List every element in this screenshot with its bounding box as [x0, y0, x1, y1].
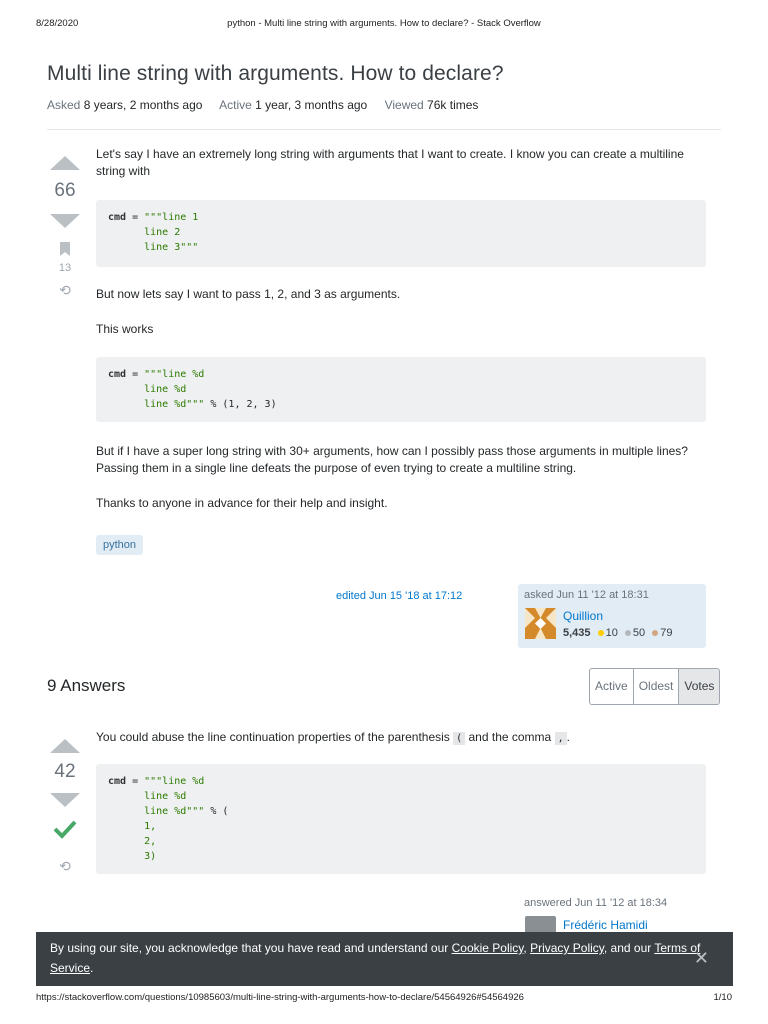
question-paragraph: This works — [96, 322, 154, 336]
code-var: cmd — [108, 212, 127, 223]
code-line: line %d""" — [144, 399, 205, 410]
code-line: line %d — [144, 791, 187, 802]
code-line: line %d""" — [144, 806, 205, 817]
close-icon[interactable]: ✕ — [693, 948, 709, 968]
code-block — [96, 357, 706, 422]
active-value[interactable]: 1 year, 3 months ago — [255, 98, 368, 112]
code-line: line %d — [144, 384, 187, 395]
code-line: 3) — [144, 851, 157, 862]
cookie-policy-link[interactable]: Cookie Policy — [451, 941, 524, 955]
code-args: % ( — [204, 806, 229, 817]
silver-count: 50 — [632, 627, 646, 639]
code-var: cmd — [108, 776, 127, 787]
question-paragraph: Thanks to anyone in advance for their help and insight. — [96, 496, 388, 510]
answer-text: and the comma — [465, 730, 555, 744]
viewed-value: 76k times — [427, 98, 479, 112]
upvote-icon[interactable] — [50, 156, 80, 170]
question-vote-count: 66 — [54, 180, 76, 201]
cookie-text: , and our — [603, 941, 655, 955]
asked-timestamp: asked Jun 11 '12 at 18:31 — [524, 589, 649, 601]
inline-code: , — [555, 732, 567, 745]
answer-paragraph — [96, 729, 708, 747]
asker-name[interactable]: Quillion — [563, 609, 604, 623]
accepted-checkmark-icon — [53, 819, 77, 839]
question-meta — [47, 98, 492, 112]
code-var: cmd — [108, 369, 127, 380]
code-line: line 3""" — [144, 242, 199, 253]
answer-sort-tabs — [589, 668, 720, 705]
code-eq: = — [126, 776, 145, 787]
code-block — [96, 764, 706, 874]
cookie-banner — [36, 932, 733, 986]
code-line: """line %d — [144, 776, 205, 787]
print-date: 8/28/2020 — [36, 18, 79, 29]
question-vote-cell — [46, 156, 84, 299]
answerer-name[interactable]: Frédéric Hamidi — [563, 918, 648, 932]
answer-vote-cell — [46, 739, 84, 875]
tab-active[interactable]: Active — [590, 669, 634, 704]
code-line: line 2 — [144, 227, 181, 238]
cookie-text: . — [90, 961, 94, 975]
code-args: % (1, 2, 3) — [204, 399, 277, 410]
bronze-count: 79 — [660, 627, 673, 639]
upvote-icon[interactable] — [50, 739, 80, 753]
bookmark-icon[interactable] — [60, 242, 70, 256]
answer-vote-count: 42 — [54, 761, 76, 782]
answer-text: . — [566, 730, 570, 744]
gold-count: 10 — [605, 627, 618, 639]
tag-python[interactable]: python — [96, 535, 143, 555]
inline-code: ( — [453, 732, 465, 745]
page-number: 1/10 — [713, 992, 732, 1003]
question-paragraph: Let's say I have an extremely long string with arguments that I want to create. I know you can create a multiline string with — [96, 147, 684, 178]
answer-text: You could abuse the line continuation properties of the parenthesis — [96, 730, 454, 744]
viewed-label: Viewed — [384, 98, 424, 112]
code-line: """line 1 — [144, 212, 199, 223]
code-block — [96, 200, 706, 267]
cookie-text: , — [523, 941, 531, 955]
downvote-icon[interactable] — [50, 793, 80, 807]
terms-of-service-link[interactable]: Terms of Service — [50, 941, 701, 975]
answers-count-heading: 9 Answers — [47, 676, 126, 695]
history-icon[interactable]: ⟲ — [59, 858, 71, 874]
gold-badge-icon — [598, 630, 604, 636]
code-eq: = — [126, 212, 145, 223]
asked-label: Asked — [47, 98, 81, 112]
bronze-badge-icon — [652, 630, 658, 636]
active-label: Active — [219, 98, 252, 112]
avatar[interactable] — [525, 608, 556, 639]
question-paragraph: But if I have a super long string with 30+ arguments, how can I possibly pass those arguments in multiple lines? Passing them in a single line defeats the purpose of even trying to create a multiline string. — [96, 444, 688, 475]
edited-link[interactable]: edited Jun 15 '18 at 17:12 — [336, 590, 463, 602]
reputation-score: 5,435 — [563, 627, 591, 639]
asked-value: 8 years, 2 months ago — [83, 98, 203, 112]
cookie-text: By using our site, you acknowledge that you have read and understand our — [50, 941, 452, 955]
print-url: https://stackoverflow.com/questions/10985603/multi-line-string-with-arguments-how-to-declare/54564926#54564926 — [36, 992, 524, 1003]
divider — [47, 129, 721, 130]
privacy-policy-link[interactable]: Privacy Policy — [530, 941, 604, 955]
downvote-icon[interactable] — [50, 214, 80, 228]
history-icon[interactable]: ⟲ — [59, 282, 71, 298]
print-header — [36, 18, 732, 32]
code-line: 1, — [144, 821, 157, 832]
silver-badge-icon — [625, 630, 631, 636]
print-footer — [36, 992, 732, 1006]
tab-oldest[interactable]: Oldest — [634, 669, 680, 704]
question-paragraph: But now lets say I want to pass 1, 2, and 3 as arguments. — [96, 287, 401, 301]
bookmark-count: 13 — [58, 262, 72, 274]
code-eq: = — [126, 369, 145, 380]
code-line: """line %d — [144, 369, 205, 380]
asker-reputation — [563, 627, 672, 639]
asker-card — [518, 584, 706, 648]
answered-timestamp: answered Jun 11 '12 at 18:34 — [524, 897, 668, 909]
answerer-card — [518, 892, 706, 936]
question-title[interactable]: Multi line string with arguments. How to declare? — [47, 62, 504, 85]
print-title: python - Multi line string with arguments. How to declare? - Stack Overflow — [227, 18, 541, 29]
code-line: 2, — [144, 836, 157, 847]
tab-votes[interactable]: Votes — [679, 669, 719, 704]
